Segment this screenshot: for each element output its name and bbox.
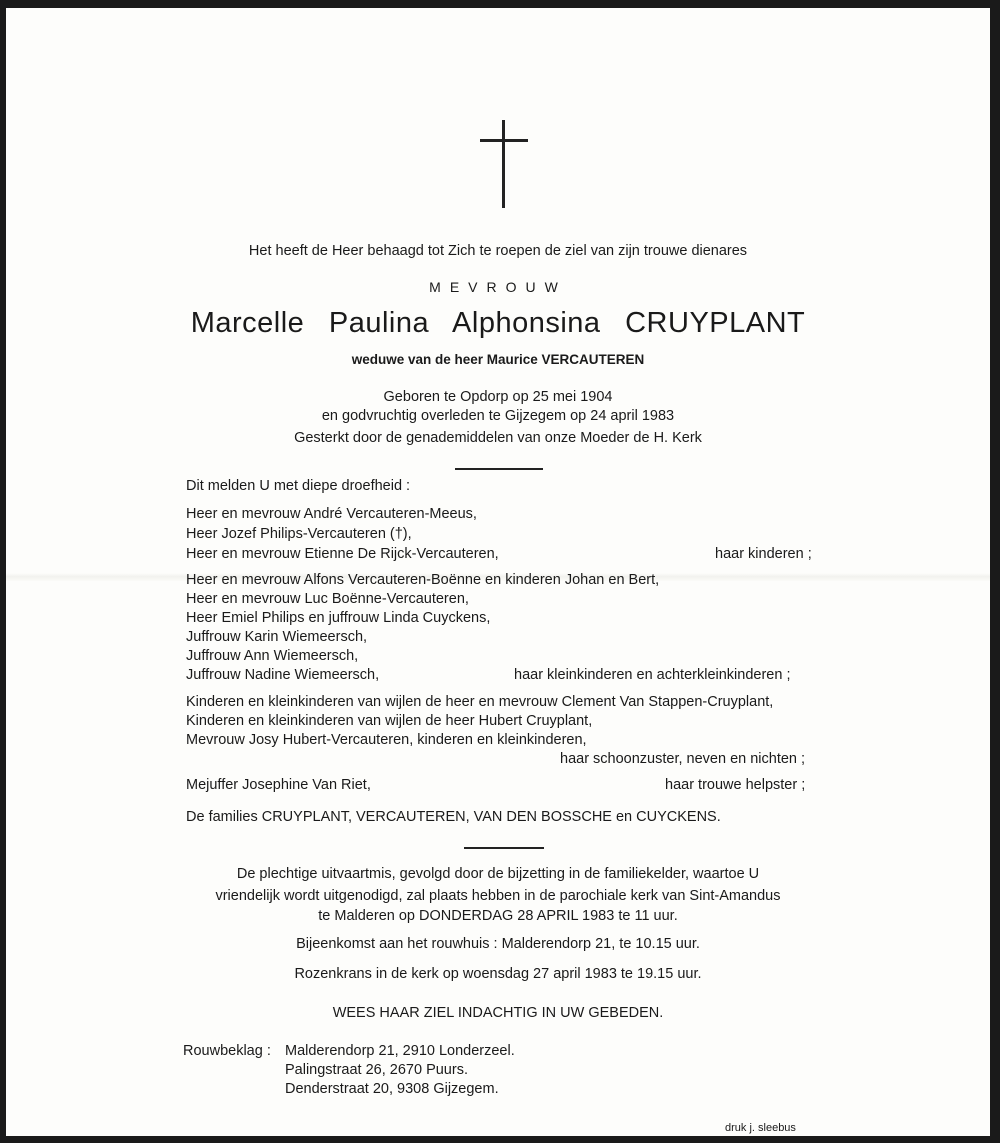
address-line: Denderstraat 20, 9308 Gijzegem. <box>285 1081 499 1097</box>
list-item: Mevrouw Josy Hubert-Vercauteren, kinderen en kleinkinderen, <box>186 732 587 748</box>
list-item: Kinderen en kleinkinderen van wijlen de heer en mevrouw Clement Van Stappen-Cruyplant, <box>186 694 774 710</box>
gathering-text: Bijeenkomst aan het rouwhuis : Malderendorp 21, te 10.15 uur. <box>296 936 700 952</box>
grandchildren-label: haar kleinkinderen en achterkleinkinderen ; <box>514 667 791 683</box>
relatives-label: haar schoonzuster, neven en nichten ; <box>560 751 806 767</box>
mass-text: te Malderen op DONDERDAG 28 APRIL 1983 te 11 uur. <box>318 908 678 924</box>
divider <box>464 847 544 849</box>
address-line: Palingstraat 26, 2670 Puurs. <box>285 1062 468 1078</box>
mass-text: De plechtige uitvaartmis, gevolgd door de bijzetting in de familiekelder, waartoe U <box>236 866 760 882</box>
intro-text: Het heeft de Heer behaagd tot Zich te roepen de ziel van zijn trouwe dienares <box>248 243 748 259</box>
helper-label: haar trouwe helpster ; <box>665 777 806 793</box>
list-item: Heer Emiel Philips en juffrouw Linda Cuyckens, <box>186 610 491 626</box>
rosary-text: Rozenkrans in de kerk op woensdag 27 april 1983 te 19.15 uur. <box>294 966 702 982</box>
cross-icon-bar <box>480 139 528 142</box>
condolences-label: Rouwbeklag : <box>183 1043 271 1059</box>
memorial-card <box>6 8 990 1136</box>
mass-text: vriendelijk wordt uitgenodigd, zal plaats hebben in de parochiale kerk van Sint-Amandus <box>215 888 781 904</box>
list-item: Heer en mevrouw André Vercauteren-Meeus, <box>186 506 477 522</box>
list-item: Heer en mevrouw Etienne De Rijck-Vercauteren, <box>186 546 499 562</box>
divider <box>455 468 543 470</box>
families-text: De families CRUYPLANT, VERCAUTEREN, VAN DEN BOSSCHE en CUYCKENS. <box>186 809 721 825</box>
address-line: Malderendorp 21, 2910 Londerzeel. <box>285 1043 515 1059</box>
list-item: Mejuffer Josephine Van Riet, <box>186 777 371 793</box>
list-item: Juffrouw Nadine Wiemeersch, <box>186 667 380 683</box>
cross-icon <box>502 120 505 208</box>
death-text: en godvruchtig overleden te Gijzegem op 24 april 1983 <box>321 408 675 424</box>
widow-of-text: weduwe van de heer Maurice VERCAUTEREN <box>351 352 645 367</box>
announce-text: Dit melden U met diepe droefheid : <box>186 478 411 494</box>
birth-text: Geboren te Opdorp op 25 mei 1904 <box>383 389 613 405</box>
list-item: Juffrouw Ann Wiemeersch, <box>186 648 359 664</box>
list-item: Juffrouw Karin Wiemeersch, <box>186 629 368 645</box>
prayer-text: WEES HAAR ZIEL INDACHTIG IN UW GEBEDEN. <box>332 1005 664 1021</box>
children-label: haar kinderen ; <box>715 546 812 562</box>
list-item: Heer en mevrouw Alfons Vercauteren-Boënne en kinderen Johan en Bert, <box>186 572 660 588</box>
title-text: MEVROUW <box>429 279 567 295</box>
printer-credit: druk j. sleebus <box>725 1122 796 1134</box>
sacraments-text: Gesterkt door de genademiddelen van onze Moeder de H. Kerk <box>294 430 702 446</box>
list-item: Heer en mevrouw Luc Boënne-Vercauteren, <box>186 591 469 607</box>
list-item: Heer Jozef Philips-Vercauteren (†), <box>186 526 412 542</box>
list-item: Kinderen en kleinkinderen van wijlen de heer Hubert Cruyplant, <box>186 713 593 729</box>
deceased-name: Marcelle Paulina Alphonsina CRUYPLANT <box>190 307 806 339</box>
